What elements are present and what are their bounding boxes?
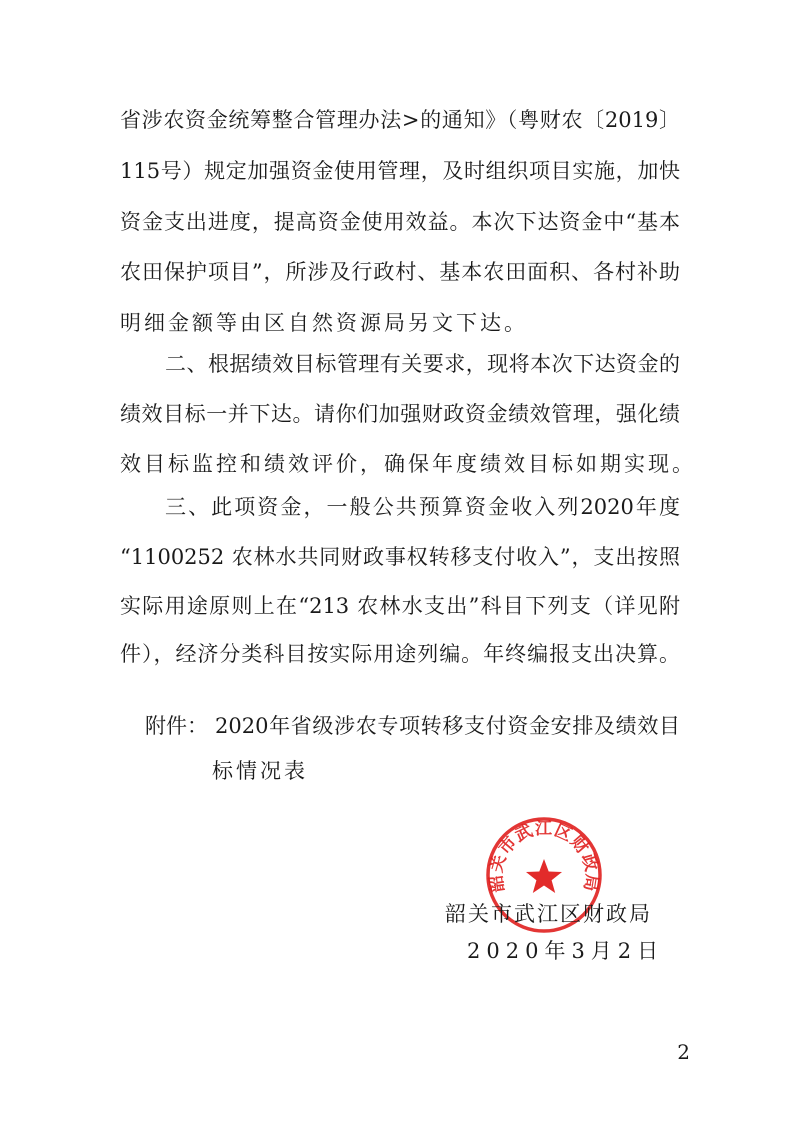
attachment-title-line-1: 2020年省级涉农专项转移支付资金安排及绩效目 <box>215 714 680 738</box>
paragraph-1-line-3: 资金支出进度，提高资金使用效益。本次下达资金中“基本 <box>120 210 680 234</box>
paragraph-1-line-2: 115号）规定加强资金使用管理，及时组织项目实施，加快 <box>120 159 680 183</box>
issue-date: 2020年3月2日 <box>467 939 665 963</box>
paragraph-1-line-5: 明细金额等由区自然资源局另文下达。 <box>120 311 528 335</box>
paragraph-1-line-1: 省涉农资金统筹整合管理办法>的通知》（粤财农〔2019〕 <box>120 108 680 132</box>
svg-text:韶关市武江区财政局: 韶关市武江区财政局 <box>486 819 602 894</box>
paragraph-3-line-2: “1100252 农林水共同财政事权转移支付收入”，支出按照 <box>120 545 680 569</box>
page-number: 2 <box>677 1040 690 1064</box>
paragraph-1-line-4: 农田保护项目”，所涉及行政村、基本农田面积、各村补助 <box>120 260 680 284</box>
paragraph-2-line-3: 效目标监控和绩效评价，确保年度绩效目标如期实现。 <box>120 452 696 476</box>
paragraph-2-line-1: 二、根据绩效目标管理有关要求，现将本次下达资金的 <box>165 352 680 376</box>
attachment-title-line-2: 标情况表 <box>212 759 308 783</box>
issuing-organization: 韶关市武江区财政局 <box>445 902 652 926</box>
paragraph-3-line-3: 实际用途原则上在“213 农林水支出”科目下列支（详见附 <box>120 594 680 618</box>
paragraph-2-line-2: 绩效目标一并下达。请你们加强财政资金绩效管理，强化绩 <box>120 402 680 426</box>
paragraph-3-line-4: 件），经济分类科目按实际用途列编。年终编报支出决算。 <box>120 642 680 666</box>
attachment-label: 附件： <box>145 714 208 738</box>
paragraph-3-line-1: 三、此项资金，一般公共预算资金收入列2020年度 <box>165 495 680 519</box>
